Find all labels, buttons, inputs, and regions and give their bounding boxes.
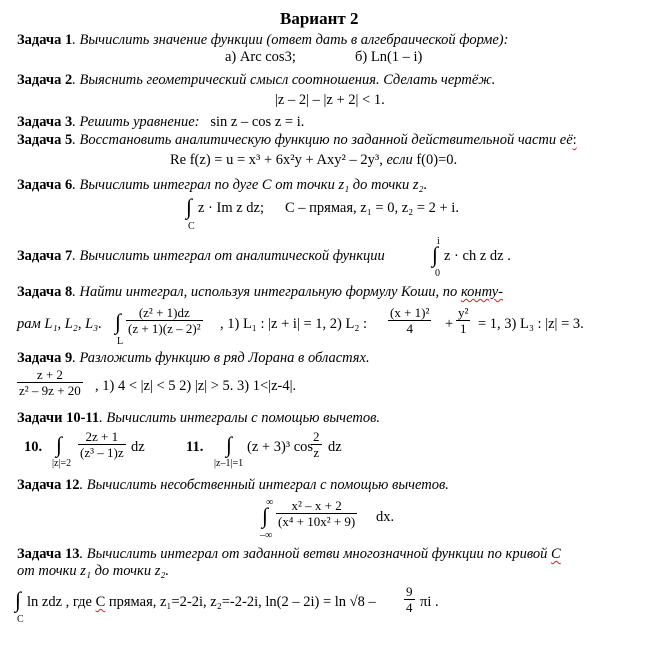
task-9-den: z² – 9z + 20 (19, 383, 81, 398)
task-8-line2: рам L₁, L₂, L₃. (17, 316, 102, 332)
task-2-label: Задача 2 (17, 72, 73, 88)
task-7-integral-sign: ∫ (432, 242, 439, 267)
task-10-num: 2z + 1 (78, 429, 126, 445)
task-13-text: . Вычислить интеграл от заданной ветви многозначной функции по кривой (79, 546, 552, 562)
task-5 (17, 132, 577, 149)
task-7-upper-limit: i (437, 236, 440, 247)
task-12-label: Задача 12 (17, 477, 80, 493)
task-2-formula: |z – 2| – |z + 2| < 1. (275, 92, 385, 108)
page-title: Вариант 2 (280, 9, 359, 28)
task-11-number: 11. (186, 439, 204, 455)
task-13-formula-c: C (95, 594, 106, 610)
task-13-formula-a: ln zdz , где (27, 594, 96, 610)
task-10-fraction (78, 429, 126, 460)
task-6-integrand: z · Im z dz; (198, 200, 265, 216)
task-13-lower-limit: C (17, 614, 24, 625)
task-11-dz: dz (328, 439, 342, 455)
task-7-integrand: z · ch z dz . (444, 248, 511, 264)
task-12 (17, 477, 449, 494)
task-10-11-text: . Вычислить интегралы с помощью вычетов. (99, 410, 380, 426)
task-8-fraction-2 (388, 305, 431, 336)
task-5-text: . Восстановить аналитическую функцию по заданной действительной части её (72, 132, 573, 148)
task-5-cond-pre: , если (379, 152, 417, 168)
task-11-fraction (311, 429, 322, 460)
task-12-text: . Вычислить несобственный интеграл с помощью вычетов. (79, 477, 449, 493)
task-8-text: . Найти интеграл, используя интегральную формулу Коши, по (72, 284, 461, 300)
task-3-formula: sin z – cos z = i. (210, 114, 305, 130)
task-11-num: 2 (313, 429, 320, 444)
task-8 (17, 284, 503, 301)
task-3-text: . Решить уравнение: (72, 114, 200, 130)
task-8-text-cont: конту- (460, 284, 503, 300)
task-8-f3-num: y² (458, 305, 469, 320)
task-6-integral-sign: ∫ (186, 194, 193, 219)
task-10-number: 10. (24, 439, 43, 455)
task-7 (17, 248, 385, 265)
task-9-fraction (17, 367, 83, 398)
task-12-upper-limit: ∞ (266, 497, 274, 508)
task-12-den: (x⁴ + 10x² + 9) (278, 514, 356, 529)
task-8-contours-2: = 1, 3) L₃ : |z| = 3. (478, 316, 584, 332)
task-7-label: Задача 7 (17, 248, 73, 264)
task-9-text: . Разложить функцию в ряд Лорана в областях. (72, 350, 370, 366)
task-3-label: Задача 3 (17, 114, 73, 130)
task-9-label: Задача 9 (17, 350, 73, 366)
task-11-integral-sign: ∫ (226, 432, 233, 457)
task-3 (17, 114, 304, 131)
task-5-formula: Re f(z) = u = x³ + 6x²y + Axy² – 2y³ (170, 152, 380, 168)
task-12-integral-sign: ∫ (262, 503, 269, 528)
task-11-contour: |z–1|=1 (214, 458, 244, 469)
task-13-tail: πi . (420, 594, 439, 610)
task-12-dx: dx. (376, 509, 395, 525)
task-8-f1-den: (z + 1)(z – 2)² (128, 321, 201, 336)
task-2-text: . Выяснить геометрический смысл соотношения. Сделать чертёж. (72, 72, 496, 88)
task-8-integral-sign: ∫ (115, 309, 122, 334)
task-13-label: Задача 13 (17, 546, 80, 562)
task-11-den: z (313, 445, 320, 460)
task-13-num: 9 (406, 584, 413, 599)
task-5-colon: : (572, 132, 577, 148)
task-8-f1-num: (z² + 1)dz (126, 305, 203, 321)
task-7-lower-limit: 0 (435, 268, 440, 279)
task-9 (17, 350, 370, 367)
task-10-den: (z³ – 1)z (80, 445, 124, 460)
task-13-formula (27, 594, 376, 611)
task-6-lower-limit: C (188, 221, 195, 232)
task-10-dz: dz (131, 439, 145, 455)
task-8-f3-den: 1 (459, 321, 467, 336)
task-8-label: Задача 8 (17, 284, 73, 300)
task-12-fraction (276, 498, 357, 529)
task-12-lower-limit: –∞ (260, 530, 273, 541)
task-10-11-label: Задачи 10-11 (17, 410, 100, 426)
task-6-label: Задача 6 (17, 177, 73, 193)
task-9-regions: , 1) 4 < |z| < 5 2) |z| > 5. 3) 1<|z-4|. (95, 378, 297, 394)
task-8-f2-num: (x + 1)² (390, 305, 430, 320)
task-13-fraction (404, 584, 415, 615)
task-8-plus: + (445, 316, 454, 332)
task-1-text: . Вычислить значение функции (ответ дать в алгебраической форме): (72, 32, 509, 48)
task-11-integrand: (z + 3)³ cos (247, 439, 314, 455)
task-1 (17, 32, 508, 49)
task-13-line2: от точки z₁ до точки z₂. (17, 563, 170, 579)
task-6-text: . Вычислить интеграл по дуге C от точки z₁ до точки z₂. (72, 177, 428, 193)
task-5-formula-line (170, 152, 457, 169)
task-1-label: Задача 1 (17, 32, 73, 48)
task-5-cond: f(0)=0. (416, 152, 458, 168)
task-13 (17, 546, 561, 563)
task-13-integral-sign: ∫ (15, 587, 22, 612)
task-10-contour: |z|=2 (52, 458, 72, 469)
task-8-fraction-3 (456, 305, 470, 336)
task-8-f2-den: 4 (406, 321, 413, 336)
task-10-integral-sign: ∫ (56, 432, 63, 457)
task-10-11 (17, 410, 380, 427)
task-9-num: z + 2 (17, 367, 83, 383)
task-2 (17, 72, 495, 89)
task-5-label: Задача 5 (17, 132, 73, 148)
task-8-contours-1: , 1) L₁ : |z + i| = 1, 2) L₂ : (220, 316, 368, 332)
task-8-fraction-1 (126, 305, 203, 336)
task-6 (17, 177, 427, 194)
task-12-num: x² – x + 2 (276, 498, 357, 514)
task-1-part-b: б) Ln(1 – i) (355, 49, 423, 65)
task-13-formula-b: прямая, z₁=2-2i, z₂=-2-2i, ln(2 – 2i) = ln √8 – (105, 594, 376, 610)
task-1-part-a: а) Arc cos3; (225, 49, 296, 65)
task-13-curve: C (551, 546, 561, 562)
task-6-condition: C – прямая, z₁ = 0, z₂ = 2 + i. (285, 200, 459, 216)
task-13-den: 4 (406, 600, 413, 615)
task-7-text: . Вычислить интеграл от аналитической функции (72, 248, 385, 264)
task-8-lower-limit: L (117, 336, 124, 347)
